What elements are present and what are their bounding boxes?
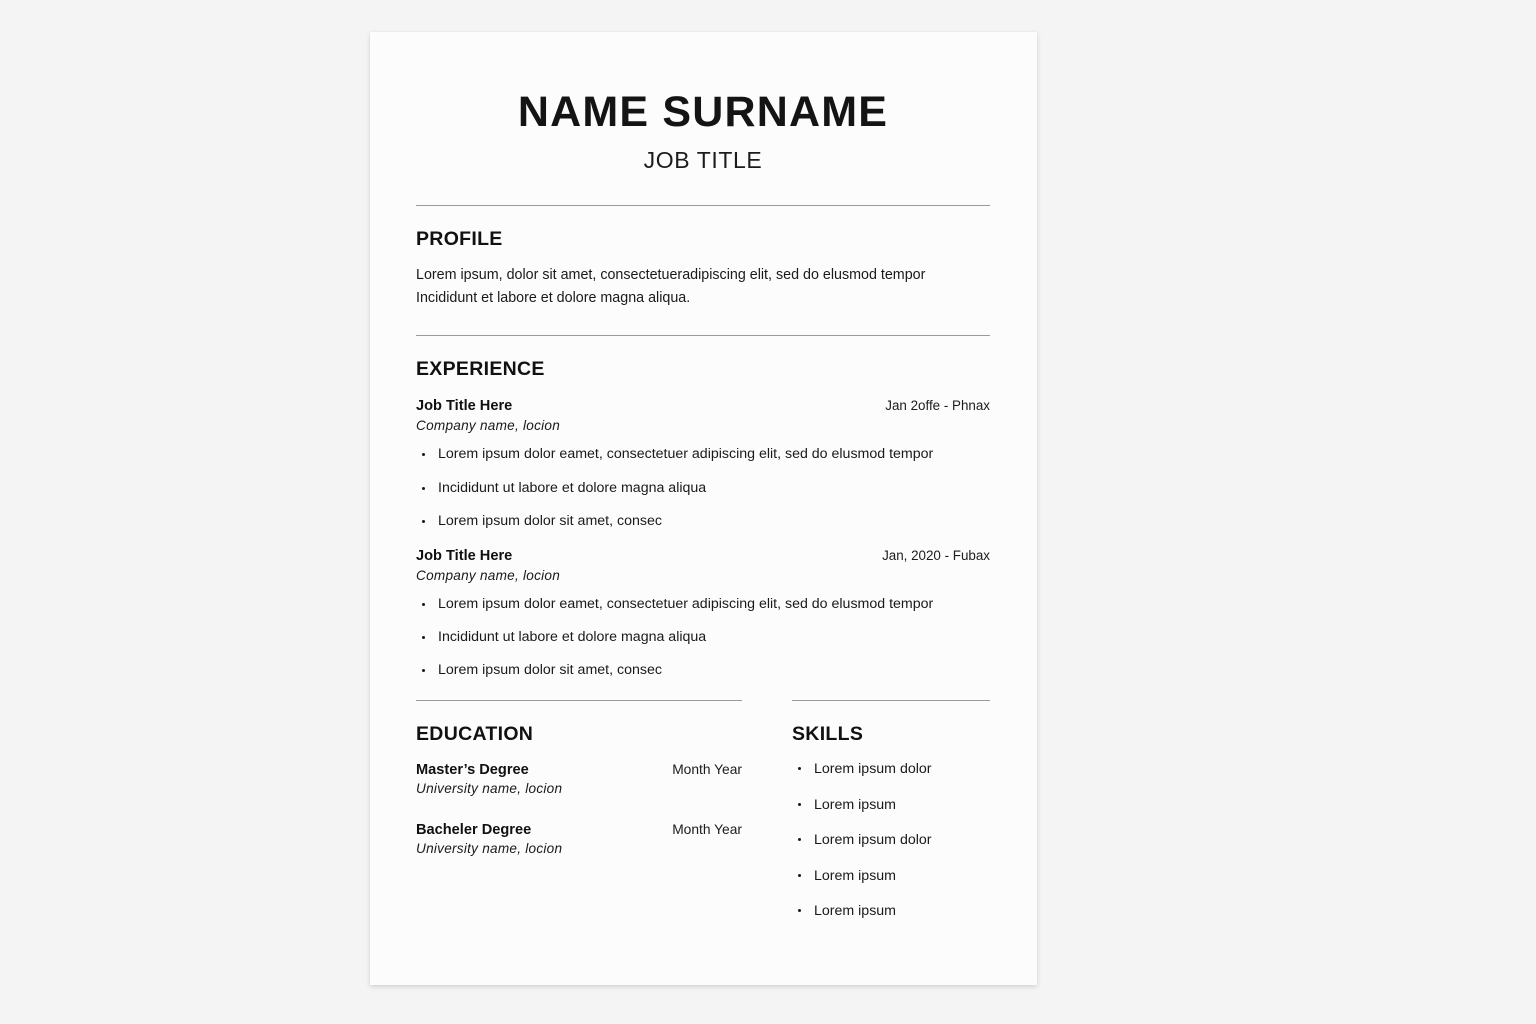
resume-page — [370, 32, 1037, 985]
experience-entry-header — [416, 548, 990, 564]
experience-job-title: Job Title Here — [416, 547, 513, 564]
profile-heading: PROFILE — [416, 228, 503, 251]
profile-section — [416, 206, 990, 310]
list-item: Lorem ipsum — [792, 796, 990, 814]
list-item: Incididunt ut labore et dolore magna aliqua — [416, 628, 990, 647]
education-entry — [416, 762, 742, 796]
education-degree: Bacheler Degree — [416, 822, 532, 839]
list-item: Lorem ipsum dolor eamet, consectetuer adipiscing elit, sed do elusmod tempor — [416, 595, 990, 614]
experience-entry — [416, 398, 990, 531]
divider-education — [416, 700, 742, 701]
profile-text: Lorem ipsum, dolor sit amet, consectetueradipiscing elit, sed do elusmod tempor Incididunt et labore et dolore magna aliqua. — [416, 267, 926, 307]
experience-section — [416, 336, 990, 680]
candidate-name: NAME SURNAME — [517, 88, 889, 136]
education-entry-header — [416, 822, 742, 838]
list-item: Lorem ipsum — [792, 902, 990, 920]
experience-entry — [416, 548, 990, 681]
resume-content — [416, 32, 990, 985]
skills-list — [792, 760, 990, 920]
list-item: Lorem ipsum — [792, 867, 990, 885]
education-date: Month Year — [672, 762, 742, 778]
education-entry-header — [416, 762, 742, 778]
experience-company: Company name, locion — [416, 418, 561, 434]
divider-skills — [792, 700, 990, 701]
education-heading: EDUCATION — [416, 723, 534, 746]
list-item: Lorem ipsum dolor sit amet, consec — [416, 661, 990, 680]
list-item: Lorem ipsum dolor — [792, 760, 990, 778]
experience-date: Jan 2offe - Phnax — [885, 398, 990, 414]
candidate-job-title: JOB TITLE — [643, 147, 763, 174]
experience-bullet-list — [416, 445, 990, 531]
experience-bullet-list — [416, 595, 990, 681]
list-item: Incididunt ut labore et dolore magna aliqua — [416, 479, 990, 498]
list-item: Lorem ipsum dolor — [792, 831, 990, 849]
education-school: University name, locion — [416, 781, 563, 797]
experience-company: Company name, locion — [416, 567, 561, 583]
experience-date: Jan, 2020 - Fubax — [882, 547, 990, 563]
skills-heading: SKILLS — [792, 723, 864, 746]
education-school: University name, locion — [416, 841, 563, 857]
experience-job-title: Job Title Here — [416, 398, 513, 415]
education-entry — [416, 822, 742, 856]
experience-entry-header — [416, 398, 990, 414]
skills-column — [792, 700, 990, 920]
experience-heading: EXPERIENCE — [416, 358, 545, 381]
education-date: Month Year — [672, 822, 742, 838]
education-degree: Master’s Degree — [416, 762, 529, 779]
list-item: Lorem ipsum dolor eamet, consectetuer adipiscing elit, sed do elusmod tempor — [416, 445, 990, 464]
education-column — [416, 700, 742, 920]
list-item: Lorem ipsum dolor sit amet, consec — [416, 512, 990, 531]
resume-header — [416, 32, 990, 174]
bottom-columns — [416, 700, 990, 920]
